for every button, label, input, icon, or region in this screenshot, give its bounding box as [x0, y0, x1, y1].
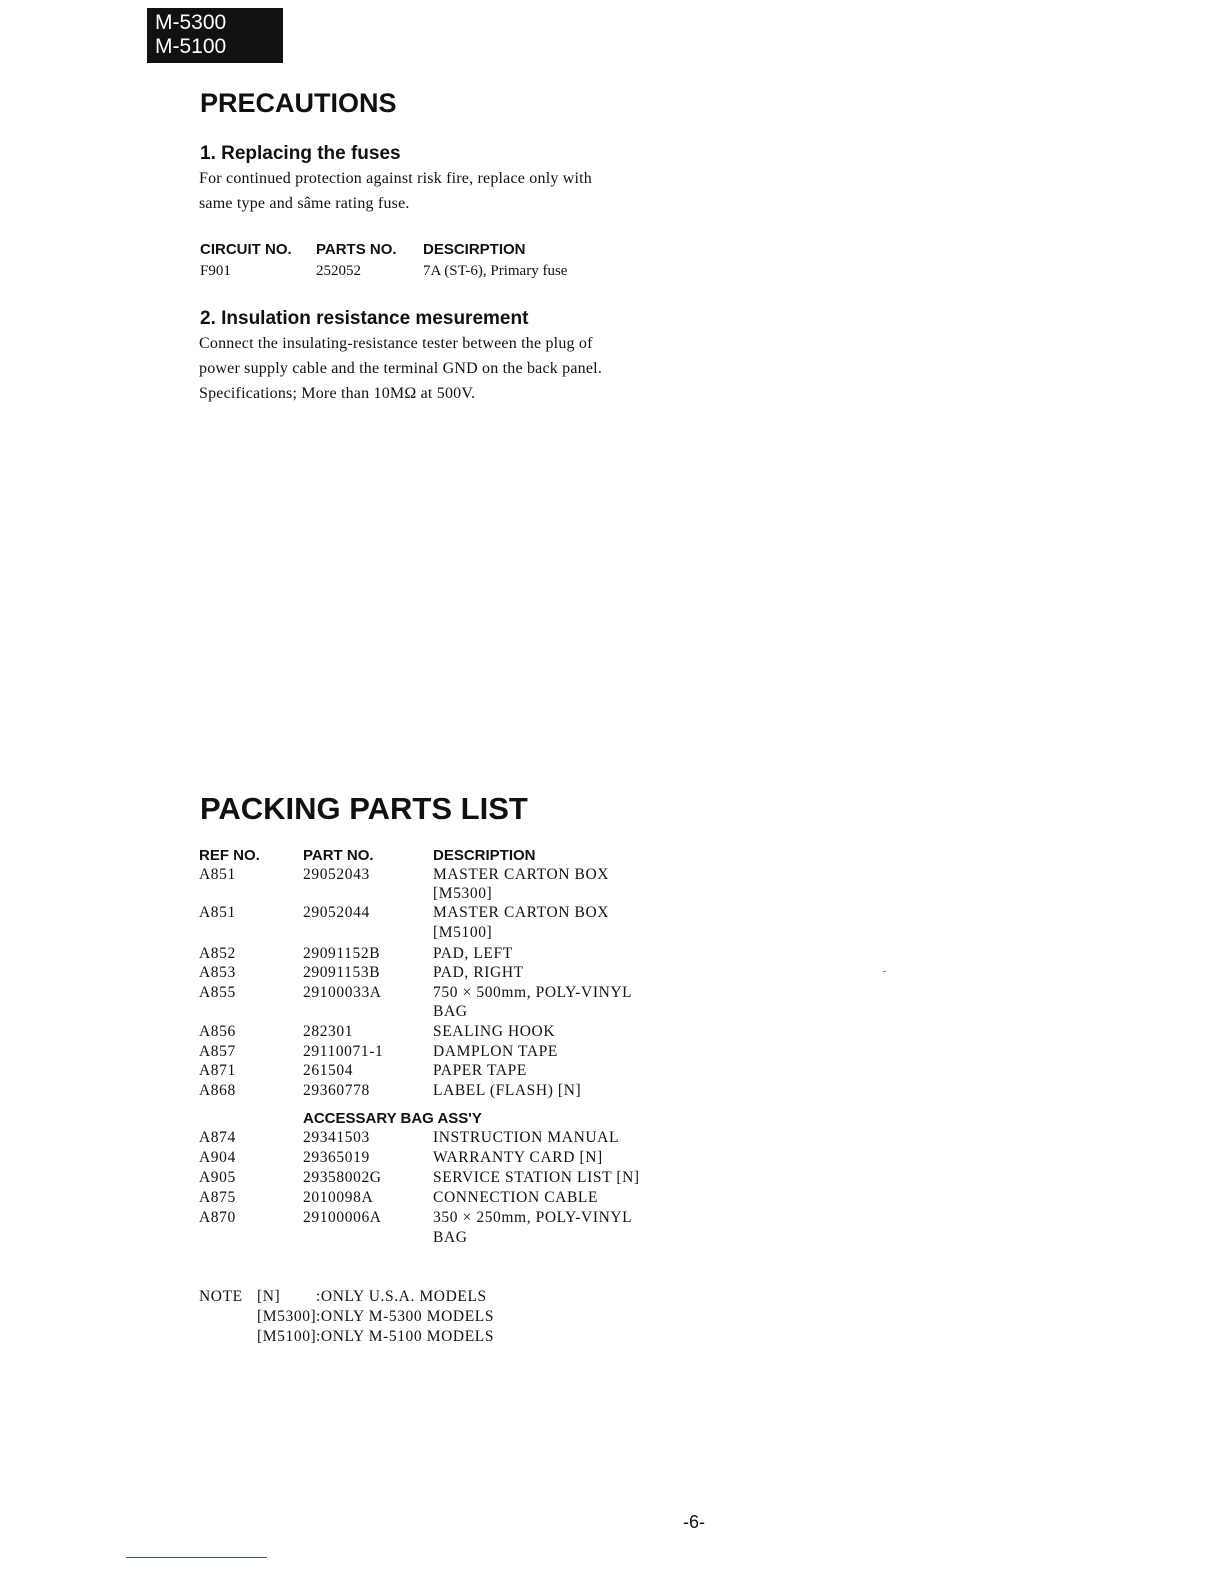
- table-cell: A875: [199, 1189, 236, 1206]
- table-cell: 29052043: [303, 866, 370, 883]
- footer-rule: [126, 1557, 267, 1558]
- table-cell: A904: [199, 1149, 236, 1166]
- table-cell: CONNECTION CABLE: [433, 1189, 599, 1206]
- table-cell: 750 × 500mm, POLY-VINYL: [433, 984, 633, 1001]
- note-label: NOTE: [199, 1288, 243, 1305]
- section1-text: [199, 166, 592, 216]
- model-line-1: M-5300: [155, 11, 227, 34]
- table-cell: [M5100]: [433, 924, 493, 941]
- table-cell: A871: [199, 1062, 236, 1079]
- table-cell: A905: [199, 1169, 236, 1186]
- table-cell: BAG: [433, 1003, 468, 1020]
- precautions-title: PRECAUTIONS: [200, 88, 397, 118]
- table-cell: A852: [199, 945, 236, 962]
- table-cell: A868: [199, 1082, 236, 1099]
- table-cell: 29341503: [303, 1129, 370, 1146]
- table-cell: BAG: [433, 1229, 468, 1246]
- table-cell: A853: [199, 964, 236, 981]
- model-badge: [147, 8, 283, 63]
- scan-speck: [883, 971, 886, 972]
- section2-line: power supply cable and the terminal GND on the back panel.: [199, 360, 603, 377]
- table-cell: 29091153B: [303, 964, 381, 981]
- note-text: :ONLY M-5100 MODELS: [316, 1328, 495, 1345]
- table-cell: A851: [199, 866, 236, 883]
- section1-line: For continued protection against risk fire, replace only with: [199, 170, 592, 187]
- model-line-2: M-5100: [155, 35, 227, 58]
- table-cell: A851: [199, 904, 236, 921]
- note-text: :ONLY U.S.A. MODELS: [316, 1288, 487, 1305]
- page-number: -6-: [683, 1512, 705, 1532]
- table-cell: 261504: [303, 1062, 354, 1079]
- packing-header-ref: REF NO.: [199, 847, 260, 864]
- table-cell: INSTRUCTION MANUAL: [433, 1129, 620, 1146]
- table-cell: A857: [199, 1043, 236, 1060]
- note-code: [M5300]: [257, 1308, 317, 1325]
- table-cell: 29100006A: [303, 1209, 382, 1226]
- table-cell: 350 × 250mm, POLY-VINYL: [433, 1209, 633, 1226]
- table-cell: 29110071-1: [303, 1043, 384, 1060]
- table-cell: 282301: [303, 1023, 354, 1040]
- table-cell: A855: [199, 984, 236, 1001]
- table-cell: PAD, RIGHT: [433, 964, 524, 981]
- section2-line: Connect the insulating-resistance tester between the plug of: [199, 335, 593, 352]
- table-cell: PAPER TAPE: [433, 1062, 527, 1079]
- table-cell: 29052044: [303, 904, 370, 921]
- packing-header-part: PART NO.: [303, 847, 374, 864]
- fuse-cell-parts: 252052: [316, 263, 361, 279]
- section2-text: [199, 331, 602, 406]
- table-cell: LABEL (FLASH) [N]: [433, 1082, 582, 1099]
- table-cell: SERVICE STATION LIST [N]: [433, 1169, 640, 1186]
- note-text: :ONLY M-5300 MODELS: [316, 1308, 495, 1325]
- accessory-bag-subheading: ACCESSARY BAG ASS'Y: [303, 1110, 482, 1127]
- table-cell: MASTER CARTON BOX: [433, 904, 610, 921]
- table-cell: DAMPLON TAPE: [433, 1043, 558, 1060]
- table-cell: 2010098A: [303, 1189, 374, 1206]
- table-cell: WARRANTY CARD [N]: [433, 1149, 603, 1166]
- table-cell: A870: [199, 1209, 236, 1226]
- table-cell: 29091152B: [303, 945, 381, 962]
- table-cell: PAD, LEFT: [433, 945, 513, 962]
- note-code: [N]: [257, 1288, 281, 1305]
- section1-heading: 1. Replacing the fuses: [200, 143, 401, 164]
- table-cell: 29365019: [303, 1149, 370, 1166]
- fuse-cell-circuit: F901: [200, 263, 231, 279]
- section2-line: Specifications; More than 10MΩ at 500V.: [199, 385, 476, 402]
- fuse-cell-description: 7A (ST-6), Primary fuse: [423, 263, 568, 279]
- section2-heading: 2. Insulation resistance mesurement: [200, 308, 529, 329]
- fuse-header-parts: PARTS NO.: [316, 241, 397, 258]
- table-cell: A856: [199, 1023, 236, 1040]
- packing-header-description: DESCRIPTION: [433, 847, 536, 864]
- table-cell: 29100033A: [303, 984, 382, 1001]
- table-cell: [M5300]: [433, 885, 493, 902]
- fuse-header-description: DESCIRPTION: [423, 241, 526, 258]
- note-code: [M5100]: [257, 1328, 317, 1345]
- packing-title: PACKING PARTS LIST: [200, 791, 528, 826]
- table-cell: 29358002G: [303, 1169, 382, 1186]
- section1-line: same type and sâme rating fuse.: [199, 195, 410, 212]
- table-cell: A874: [199, 1129, 236, 1146]
- table-cell: 29360778: [303, 1082, 370, 1099]
- table-cell: SEALING HOOK: [433, 1023, 556, 1040]
- table-cell: MASTER CARTON BOX: [433, 866, 610, 883]
- fuse-header-circuit: CIRCUIT NO.: [200, 241, 292, 258]
